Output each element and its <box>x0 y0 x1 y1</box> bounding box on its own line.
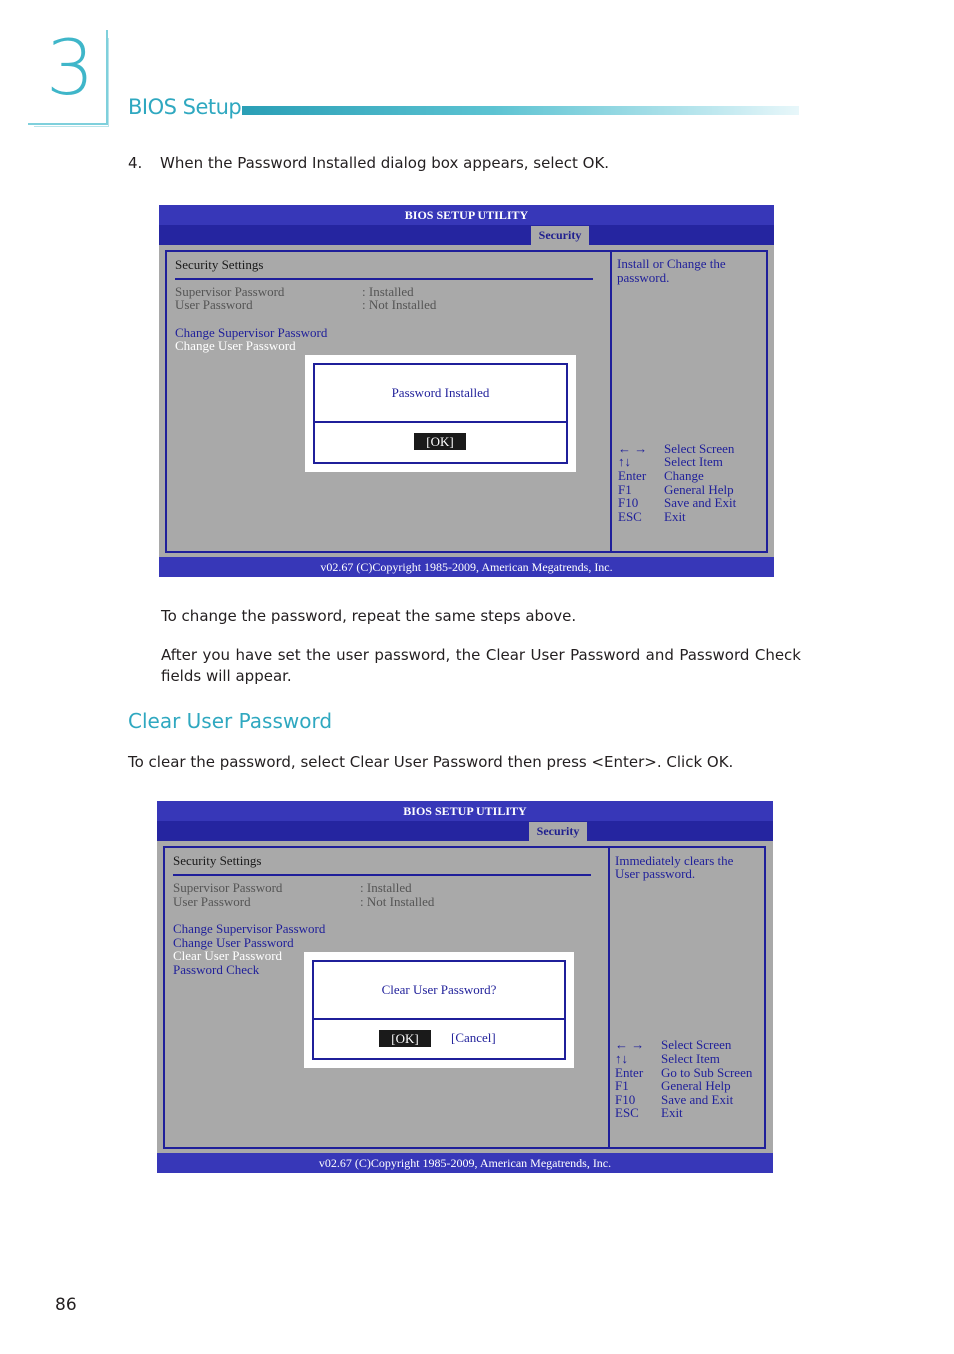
menu-change-user-password[interactable]: Change User Password <box>173 935 294 950</box>
key-f1: F1 <box>618 482 632 497</box>
menu-change-supervisor-password[interactable]: Change Supervisor Password <box>173 921 326 936</box>
key-arrows-lr: ← → <box>618 441 648 456</box>
dialog-inner-frame <box>313 363 568 464</box>
user-password-value: : Not Installed <box>360 894 435 909</box>
key-action-select-item: Select Item <box>661 1051 720 1066</box>
clear-user-password-dialog <box>304 952 574 1068</box>
menu-password-check[interactable]: Password Check <box>173 962 260 977</box>
ok-button[interactable]: [OK] <box>379 1030 431 1047</box>
bios-tab-bar <box>157 821 773 841</box>
key-action-select-item: Select Item <box>664 454 723 469</box>
supervisor-password-label: Supervisor Password <box>173 880 283 895</box>
help-divider <box>608 848 610 1147</box>
step-text: When the Password Installed dialog box appears, select OK. <box>160 154 610 172</box>
supervisor-password-value: : Installed <box>360 880 412 895</box>
key-f10: F10 <box>618 495 639 510</box>
user-password-value: : Not Installed <box>362 297 437 312</box>
chapter-title-bar <box>242 106 799 115</box>
dialog-divider <box>314 1018 564 1020</box>
paragraph-change-password: To change the password, repeat the same steps above. <box>161 607 577 625</box>
help-text-line1: Immediately clears the <box>615 853 734 868</box>
bios-screenshot-clear-user-password <box>157 801 773 1173</box>
key-action-save-exit: Save and Exit <box>661 1092 734 1107</box>
bios-footer: v02.67 (C)Copyright 1985-2009, American Megatrends, Inc. <box>157 1153 773 1173</box>
menu-clear-user-password[interactable]: Clear User Password <box>173 948 283 963</box>
help-text-line2: User password. <box>615 866 696 881</box>
cancel-button[interactable]: [Cancel] <box>451 1030 496 1045</box>
key-action-general-help: General Help <box>664 482 734 497</box>
ok-button[interactable]: [OK] <box>414 433 466 450</box>
menu-change-supervisor-password[interactable]: Change Supervisor Password <box>175 325 328 340</box>
menu-change-user-password[interactable]: Change User Password <box>175 338 296 353</box>
tab-security[interactable]: Security <box>529 822 587 841</box>
chapter-number: 3 <box>46 23 95 112</box>
password-installed-dialog <box>305 355 576 472</box>
bios-title-bar: BIOS SETUP UTILITY <box>157 801 773 821</box>
dialog-message: Password Installed <box>391 385 490 400</box>
key-action-save-exit: Save and Exit <box>664 495 737 510</box>
key-action-exit: Exit <box>664 509 686 524</box>
section-divider <box>173 874 591 876</box>
key-arrows-ud: ↑↓ <box>618 454 631 469</box>
key-f1: F1 <box>615 1078 629 1093</box>
tab-security[interactable]: Security <box>531 226 589 245</box>
section-title: Security Settings <box>175 257 264 272</box>
supervisor-password-value: : Installed <box>362 284 414 299</box>
supervisor-password-label: Supervisor Password <box>175 284 285 299</box>
key-enter: Enter <box>615 1065 644 1080</box>
paragraph-user-password-set: After you have set the user password, the Clear User Password and Password Check fields will appear. <box>161 646 801 685</box>
user-password-label: User Password <box>173 894 251 909</box>
key-action-select-screen: Select Screen <box>661 1037 732 1052</box>
user-password-label: User Password <box>175 297 253 312</box>
key-action-exit: Exit <box>661 1105 683 1120</box>
help-text-line2: password. <box>617 270 670 285</box>
section-title: Security Settings <box>173 853 262 868</box>
key-action-general-help: General Help <box>661 1078 731 1093</box>
bios-footer: v02.67 (C)Copyright 1985-2009, American Megatrends, Inc. <box>159 557 774 577</box>
bios-screenshot-password-installed <box>159 205 774 577</box>
dialog-message: Clear User Password? <box>381 982 497 997</box>
step-4 <box>128 154 609 172</box>
key-esc: ESC <box>615 1105 639 1120</box>
bios-tab-bar <box>159 225 774 245</box>
key-esc: ESC <box>618 509 642 524</box>
section-heading: Clear User Password <box>128 709 333 733</box>
page-number: 86 <box>55 1295 77 1315</box>
section-divider <box>175 278 593 280</box>
key-arrows-ud: ↑↓ <box>615 1051 628 1066</box>
help-text-line1: Install or Change the <box>617 256 726 271</box>
key-arrows-lr: ← → <box>615 1037 645 1052</box>
bios-title-bar: BIOS SETUP UTILITY <box>159 205 774 225</box>
paragraph-clear-password: To clear the password, select Clear User Password then press <Enter>. Click OK. <box>128 753 734 771</box>
key-enter: Enter <box>618 468 647 483</box>
chapter-title: BIOS Setup <box>128 95 242 119</box>
dialog-inner-frame <box>312 960 566 1060</box>
key-action-go-to-sub-screen: Go to Sub Screen <box>661 1065 753 1080</box>
key-action-select-screen: Select Screen <box>664 441 735 456</box>
key-action-change: Change <box>664 468 704 483</box>
key-f10: F10 <box>615 1092 636 1107</box>
dialog-divider <box>315 421 566 423</box>
help-divider <box>610 252 612 551</box>
step-number: 4. <box>128 154 143 172</box>
